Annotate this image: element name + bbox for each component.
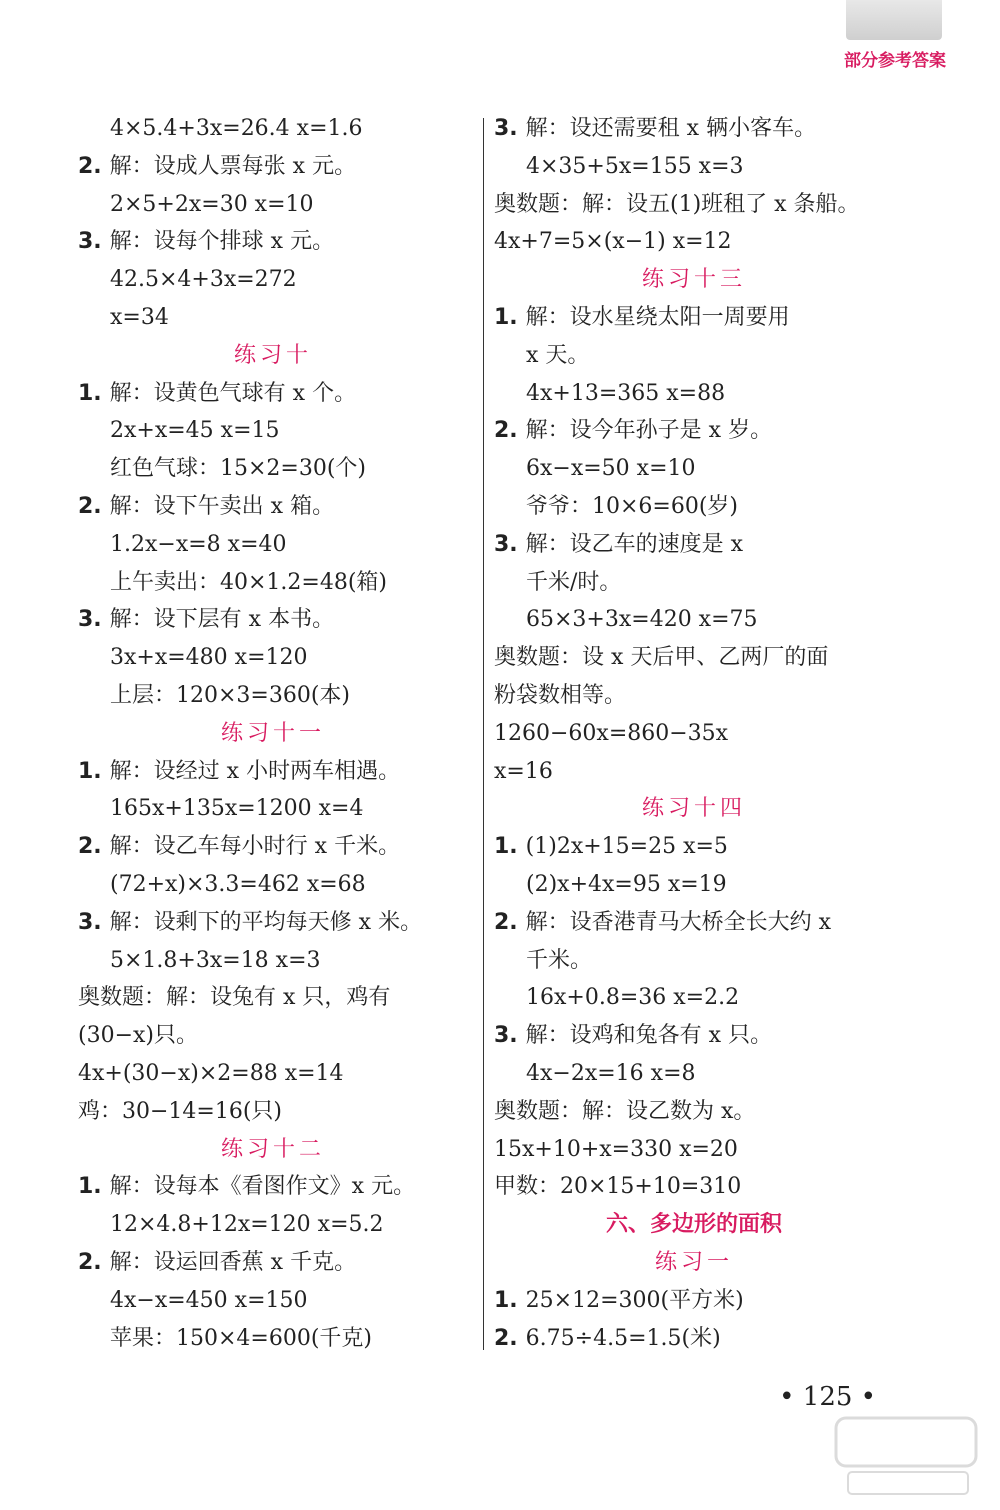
question-number: 2. [78,834,102,860]
answer-text: 25×12=300(平方米) [525,1287,744,1313]
answer-text: 解：设黄色气球有 x 个。 [109,380,357,406]
answer-text: 1.2x−x=8 x=40 [110,531,287,557]
answer-line [494,375,894,413]
answer-line [494,412,894,450]
answer-line [494,1282,894,1320]
answer-text: 4×35+5x=155 x=3 [526,153,744,179]
answer-text: 16x+0.8=36 x=2.2 [526,985,740,1011]
answer-text: 练习一 [654,1249,733,1275]
answer-text: 奥数题：设 x 天后甲、乙两厂的面 [494,645,829,671]
answer-line [494,639,894,677]
answer-text: 练习十一 [220,720,325,746]
answer-text: 42.5×4+3x=272 [110,267,297,293]
question-number: 3. [494,1023,518,1049]
question-number: 2. [494,1325,518,1351]
answer-text: 解：设运回香蕉 x 千克。 [109,1249,357,1275]
answer-line [78,488,468,526]
answer-line [78,299,468,337]
answer-line [494,601,894,639]
answer-line [78,828,468,866]
question-number: 2. [78,153,102,179]
answer-text: x=34 [110,304,169,330]
answer-line [494,753,894,791]
answer-line [494,904,894,942]
answer-text: 奥数题：解：设乙数为 x。 [494,1098,756,1124]
answer-text: 解：设还需要租 x 辆小客车。 [525,116,817,141]
answer-text: 练习十四 [641,796,746,822]
section-heading [494,261,894,299]
answer-text: 4x−x=450 x=150 [110,1287,308,1313]
question-number: 2. [78,493,102,519]
answer-line [78,601,468,639]
answer-text: 解：设水星绕太阳一周要用 [525,304,790,330]
answer-line [78,1017,468,1055]
answer-line [78,979,468,1017]
answer-text: 4×5.4+3x=26.4 x=1.6 [110,116,363,141]
answer-line [494,564,894,602]
answer-text: 5×1.8+3x=18 x=3 [110,947,321,973]
answer-line [494,979,894,1017]
answer-text: 鸡：30−14=16(只) [78,1098,283,1124]
answer-line [494,110,894,148]
answer-line [78,639,468,677]
answer-line [494,450,894,488]
answer-text: 练习十 [233,342,312,368]
answer-text: 红色气球：15×2=30(个) [110,456,367,482]
answer-text: 4x−2x=16 x=8 [526,1060,696,1086]
answer-text: 4x+(30−x)×2=88 x=14 [78,1060,344,1086]
answer-text: 6.75÷4.5=1.5(米) [525,1325,721,1351]
answer-text: 4x+7=5×(x−1) x=12 [494,229,732,255]
answer-text: (30−x)只。 [78,1023,199,1049]
answer-line [494,223,894,261]
answer-text: 解：设每个排球 x 元。 [109,229,335,255]
question-number: 1. [78,758,102,784]
question-number: 1. [494,1287,518,1313]
answer-line [78,564,468,602]
answer-text: 解：设乙车每小时行 x 千米。 [109,834,401,860]
answer-line [78,1168,468,1206]
section-heading [78,337,468,375]
answer-line [494,1320,894,1358]
answer-text: 解：设经过 x 小时两车相遇。 [109,758,401,784]
header-badge [846,0,942,40]
question-number: 1. [78,380,102,406]
answer-text: 2×5+2x=30 x=10 [110,191,314,217]
watermark-logo [828,1412,988,1502]
answer-text: 甲数：20×15+10=310 [494,1174,742,1200]
question-number: 3. [78,229,102,255]
answer-line [494,186,894,224]
answer-line [78,1093,468,1131]
answer-line [78,110,468,148]
answer-line [78,866,468,904]
answer-text: 解：设剩下的平均每天修 x 米。 [109,909,423,935]
answer-line [78,1206,468,1244]
answer-text: x 天。 [526,342,590,368]
answer-line [78,1282,468,1320]
answer-text: 练习十三 [641,267,746,293]
answer-text: x=16 [494,758,553,784]
question-number: 3. [494,116,518,141]
question-number: 2. [494,418,518,444]
answer-text: 1260−60x=860−35x [494,720,729,746]
answer-text: 165x+135x=1200 x=4 [110,796,364,822]
answer-text: 奥数题：解：设兔有 x 只，鸡有 [78,985,391,1011]
answer-text: 解：设鸡和兔各有 x 只。 [525,1023,773,1049]
question-number: 3. [78,607,102,633]
section-heading [78,715,468,753]
answer-text: 65×3+3x=420 x=75 [526,607,758,633]
answer-text: 六、多边形的面积 [605,1212,782,1238]
answer-text: 上层：120×3=360(本) [110,682,351,708]
answer-text: 解：设成人票每张 x 元。 [109,153,357,179]
answer-text: (2)x+4x=95 x=19 [526,871,727,897]
answer-text: 苹果：150×4=600(千克) [110,1325,373,1351]
answer-line [78,526,468,564]
answer-text: 解：设乙车的速度是 x [525,531,744,557]
answer-text: 千米/时。 [526,569,622,595]
answer-text: 千米。 [526,947,593,973]
answer-text: 上午卖出：40×1.2=48(箱) [110,569,388,595]
answer-line [494,1131,894,1169]
answer-line [78,1320,468,1358]
answer-text: 4x+13=365 x=88 [526,380,726,406]
answer-line [78,790,468,828]
answer-text: 解：设下层有 x 本书。 [109,607,335,633]
answer-line [494,677,894,715]
answer-text: 解：设下午卖出 x 箱。 [109,493,335,519]
answer-text: 爷爷：10×6=60(岁) [526,493,739,519]
answer-line [78,942,468,980]
answer-text: 粉袋数相等。 [494,682,627,708]
question-number: 3. [494,531,518,557]
answer-line [494,866,894,904]
answer-text: 3x+x=480 x=120 [110,645,308,671]
answer-line [78,1055,468,1093]
answer-line [78,412,468,450]
answer-text: 奥数题：解：设五(1)班租了 x 条船。 [494,191,860,217]
answer-line [494,1168,894,1206]
answer-line [78,1244,468,1282]
answer-line [78,677,468,715]
question-number: 1. [494,304,518,330]
answer-line [78,148,468,186]
answer-text: 解：设每本《看图作文》x 元。 [109,1174,416,1200]
page-number: • 125 • [779,1382,876,1412]
left-column [78,110,468,1357]
answer-text: (1)2x+15=25 x=5 [525,834,728,860]
answer-line [494,942,894,980]
section-heading [494,1244,894,1282]
answer-line [494,337,894,375]
answer-line [494,148,894,186]
answer-line [78,261,468,299]
section-heading [78,1131,468,1169]
answer-line [78,904,468,942]
answer-line [494,1055,894,1093]
question-number: 3. [78,909,102,935]
answer-line [78,223,468,261]
question-number: 1. [78,1174,102,1200]
answer-line [494,828,894,866]
answer-line [494,1093,894,1131]
answer-line [78,375,468,413]
answer-text: 15x+10+x=330 x=20 [494,1136,738,1162]
answer-line [494,299,894,337]
question-number: 2. [78,1249,102,1275]
answer-text: 6x−x=50 x=10 [526,456,696,482]
section-heading [494,1206,894,1244]
answer-text: 练习十二 [220,1136,325,1162]
header-title: 部分参考答案 [844,51,946,71]
right-column [494,110,894,1357]
section-heading [494,790,894,828]
answer-line [494,715,894,753]
answer-line [494,526,894,564]
answer-line [78,753,468,791]
answer-line [494,488,894,526]
answer-line [494,1017,894,1055]
answer-text: 2x+x=45 x=15 [110,418,280,444]
answer-text: 解：设香港青马大桥全长大约 x [525,909,832,935]
column-divider [483,118,484,1350]
answer-text: 12×4.8+12x=120 x=5.2 [110,1212,384,1238]
answer-line [78,450,468,488]
question-number: 2. [494,909,518,935]
answer-text: 解：设今年孙子是 x 岁。 [525,418,773,444]
answer-text: (72+x)×3.3=462 x=68 [110,871,366,897]
question-number: 1. [494,834,518,860]
answer-line [78,186,468,224]
